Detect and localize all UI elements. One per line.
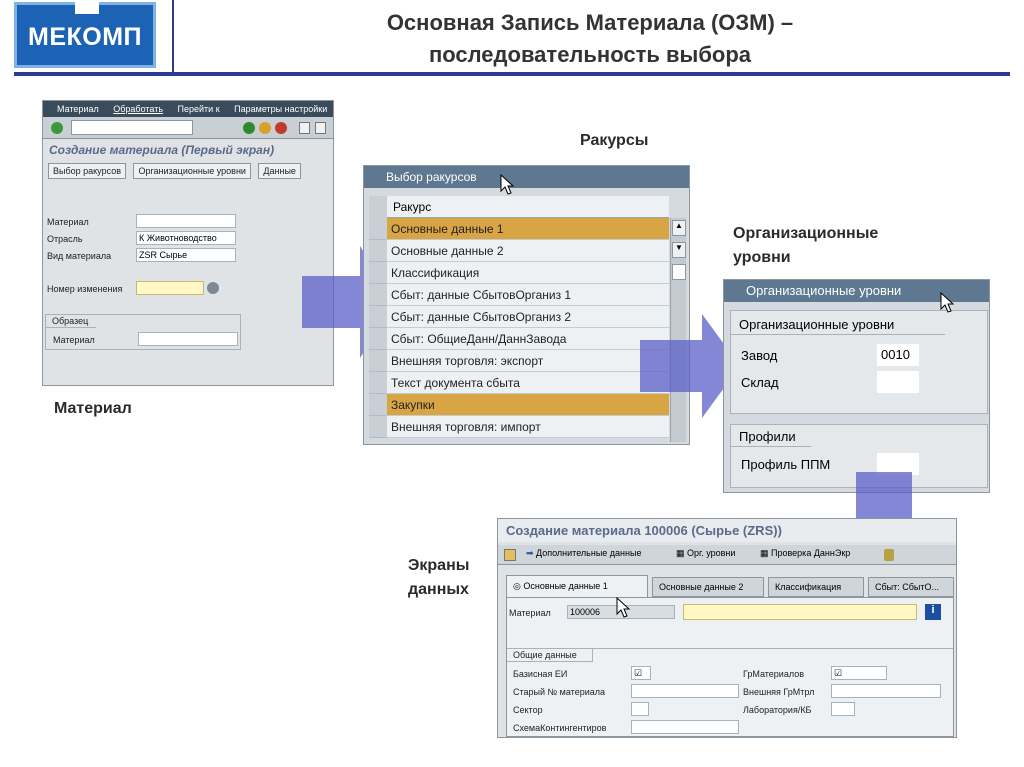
additional-data-button[interactable] bbox=[526, 548, 641, 559]
industry-field[interactable]: К Животноводство bbox=[136, 231, 236, 245]
mouse-cursor-icon bbox=[500, 174, 516, 196]
material-label: Материал bbox=[509, 608, 551, 618]
check-icon: ▦ bbox=[760, 548, 772, 558]
views-dialog-title: Выбор ракурсов bbox=[364, 166, 689, 188]
arrow-right-icon: ➡ bbox=[526, 548, 537, 558]
quota-scheme-label: СхемаКонтингентиров bbox=[513, 723, 607, 733]
plant-label: Завод bbox=[741, 348, 778, 363]
row-selector[interactable] bbox=[369, 328, 387, 350]
views-row[interactable] bbox=[369, 372, 669, 394]
print-icon[interactable] bbox=[299, 122, 310, 134]
screen-title: Создание материала (Первый экран) bbox=[49, 143, 275, 157]
material-input[interactable] bbox=[136, 214, 236, 228]
views-row[interactable] bbox=[369, 416, 669, 438]
find-icon[interactable] bbox=[315, 122, 326, 134]
views-row[interactable] bbox=[369, 350, 669, 372]
division-input[interactable] bbox=[631, 702, 649, 716]
lab-office-label: Лаборатория/КБ bbox=[743, 705, 812, 715]
base-uom-input[interactable]: ☑ bbox=[631, 666, 651, 680]
org-levels-button[interactable]: Организационные уровни bbox=[133, 163, 251, 179]
plant-input[interactable]: 0010 bbox=[877, 344, 919, 366]
division-label: Сектор bbox=[513, 705, 543, 715]
views-row-label[interactable]: Сбыт: данные СбытовОрганиз 1 bbox=[387, 284, 669, 306]
tab-strip bbox=[506, 575, 954, 597]
views-list bbox=[369, 218, 669, 438]
views-column-title: Ракурс bbox=[393, 200, 432, 214]
sample-material-input[interactable] bbox=[138, 332, 238, 346]
slide-title-line2: последовательность выбора bbox=[428, 42, 752, 67]
additional-data-label: Дополнительные данные bbox=[536, 548, 642, 558]
check-screen-data-label: Проверка ДаннЭкр bbox=[771, 548, 851, 558]
data-screen-window bbox=[497, 518, 957, 738]
views-row-label[interactable]: Классификация bbox=[387, 262, 669, 284]
storage-input[interactable] bbox=[877, 371, 919, 393]
views-row[interactable] bbox=[369, 306, 669, 328]
change-number-label: Номер изменения bbox=[47, 284, 123, 294]
views-row[interactable] bbox=[369, 284, 669, 306]
storage-label: Склад bbox=[741, 375, 779, 390]
org-levels-toolbar-button[interactable] bbox=[676, 548, 735, 559]
sample-group-title: Образец bbox=[46, 315, 96, 328]
tab-content bbox=[506, 597, 954, 737]
menu-edit[interactable]: Обработать bbox=[113, 104, 164, 114]
tab-basic-data-1-label: Основные данные 1 bbox=[523, 581, 608, 591]
tab-classification[interactable]: Классификация bbox=[768, 577, 864, 597]
mrp-profile-label: Профиль ППМ bbox=[741, 457, 831, 472]
data-screen-title: Создание материала 100006 (Сырье (ZRS)) bbox=[498, 519, 956, 542]
views-row[interactable] bbox=[369, 240, 669, 262]
lock-icon[interactable] bbox=[884, 549, 894, 561]
row-selector[interactable] bbox=[369, 262, 387, 284]
change-number-input[interactable] bbox=[136, 281, 204, 295]
first-screen-window bbox=[42, 100, 334, 386]
tab-icon: ◎ bbox=[513, 581, 524, 591]
menu-bar bbox=[43, 101, 333, 117]
caption-material: Материал bbox=[54, 400, 132, 417]
mouse-cursor-icon bbox=[616, 597, 632, 619]
exit-icon[interactable] bbox=[259, 122, 271, 134]
other-material-icon[interactable] bbox=[504, 549, 516, 561]
row-selector[interactable] bbox=[369, 240, 387, 262]
lab-office-input[interactable] bbox=[831, 702, 855, 716]
general-data-title: Общие данные bbox=[507, 649, 593, 662]
tab-sales-org[interactable]: Сбыт: СбытО... bbox=[868, 577, 954, 597]
header-rule bbox=[14, 72, 1010, 76]
scroll-down-icon[interactable]: ▼ bbox=[672, 242, 686, 258]
scroll-thumb[interactable] bbox=[672, 264, 686, 280]
views-row-label[interactable]: Закупки bbox=[387, 394, 669, 416]
row-selector[interactable] bbox=[369, 394, 387, 416]
tab-basic-data-1[interactable] bbox=[506, 575, 648, 597]
views-row-label[interactable]: Сбыт: ОбщиеДанн/ДаннЗавода bbox=[387, 328, 669, 350]
tab-basic-data-2[interactable]: Основные данные 2 bbox=[652, 577, 764, 597]
org-levels-dialog bbox=[723, 279, 990, 493]
menu-material[interactable]: Материал bbox=[57, 104, 99, 114]
menu-settings[interactable]: Параметры настройки bbox=[234, 104, 328, 114]
views-row-label[interactable]: Основные данные 2 bbox=[387, 240, 669, 262]
caption-views: Ракурсы bbox=[580, 132, 649, 149]
back-icon[interactable] bbox=[243, 122, 255, 134]
data-button[interactable]: Данные bbox=[258, 163, 301, 179]
select-all-cell[interactable] bbox=[369, 196, 387, 218]
cancel-icon[interactable] bbox=[275, 122, 287, 134]
org-levels-group bbox=[730, 310, 988, 414]
base-uom-label: Базисная ЕИ bbox=[513, 669, 568, 679]
material-type-label: Вид материала bbox=[47, 251, 112, 261]
material-label: Материал bbox=[47, 217, 89, 227]
enter-icon[interactable] bbox=[51, 122, 63, 134]
row-selector[interactable] bbox=[369, 306, 387, 328]
quota-scheme-input[interactable] bbox=[631, 720, 739, 734]
material-description-input[interactable] bbox=[683, 604, 917, 620]
material-group-input[interactable]: ☑ bbox=[831, 666, 887, 680]
application-toolbar bbox=[43, 161, 333, 179]
old-material-input[interactable] bbox=[631, 684, 739, 698]
logo-text: МЕКОМП bbox=[28, 23, 142, 51]
scroll-up-icon[interactable]: ▲ bbox=[672, 220, 686, 236]
material-number-field: 100006 bbox=[567, 605, 675, 619]
mouse-cursor-icon bbox=[940, 292, 956, 314]
caption-data-screens: Экраны данных bbox=[408, 557, 470, 598]
views-row-label[interactable]: Текст документа сбыта bbox=[387, 372, 669, 394]
profiles-group-title: Профили bbox=[731, 425, 811, 447]
views-row-label[interactable]: Внешняя торговля: экспорт bbox=[387, 350, 669, 372]
caption-org-levels: Организационные уровни bbox=[733, 225, 879, 266]
material-type-field[interactable]: ZSR Сырье bbox=[136, 248, 236, 262]
org-levels-dialog-title: Организационные уровни bbox=[724, 280, 989, 302]
material-group-label: ГрМатериалов bbox=[743, 669, 804, 679]
change-lookup-icon[interactable] bbox=[207, 282, 219, 294]
command-field[interactable] bbox=[71, 120, 193, 135]
ext-material-group-label: Внешняя ГрМтрл bbox=[743, 687, 815, 697]
sample-group-box bbox=[45, 314, 241, 350]
org-levels-group-title: Организационные уровни bbox=[731, 311, 945, 335]
header-divider bbox=[172, 0, 174, 74]
views-row-label[interactable]: Сбыт: данные СбытовОрганиз 2 bbox=[387, 306, 669, 328]
row-selector[interactable] bbox=[369, 284, 387, 306]
old-material-label: Старый № материала bbox=[513, 687, 605, 697]
industry-label: Отрасль bbox=[47, 234, 83, 244]
menu-goto[interactable]: Перейти к bbox=[177, 104, 220, 114]
views-row[interactable] bbox=[369, 328, 669, 350]
select-views-button[interactable]: Выбор ракурсов bbox=[48, 163, 126, 179]
views-column-header bbox=[369, 196, 669, 218]
org-levels-toolbar-label: Орг. уровни bbox=[687, 548, 736, 558]
company-logo bbox=[14, 2, 156, 68]
views-row[interactable] bbox=[369, 218, 669, 240]
standard-toolbar bbox=[43, 117, 333, 139]
row-selector[interactable] bbox=[369, 372, 387, 394]
row-selector[interactable] bbox=[369, 416, 387, 438]
org-icon: ▦ bbox=[676, 548, 688, 558]
data-screen-toolbar bbox=[498, 545, 956, 565]
views-row[interactable] bbox=[369, 262, 669, 284]
slide-title-line1: Основная Запись Материала (ОЗМ) – bbox=[386, 10, 794, 35]
sample-material-label: Материал bbox=[53, 335, 95, 345]
info-icon[interactable]: i bbox=[925, 604, 941, 620]
views-row[interactable] bbox=[369, 394, 669, 416]
general-data-group bbox=[507, 648, 953, 736]
views-row-label[interactable]: Основные данные 1 bbox=[387, 218, 669, 240]
ext-material-group-input[interactable] bbox=[831, 684, 941, 698]
views-row-label[interactable]: Внешняя торговля: импорт bbox=[387, 416, 669, 438]
row-selector[interactable] bbox=[369, 218, 387, 240]
row-selector[interactable] bbox=[369, 350, 387, 372]
check-screen-data-button[interactable] bbox=[760, 548, 850, 559]
